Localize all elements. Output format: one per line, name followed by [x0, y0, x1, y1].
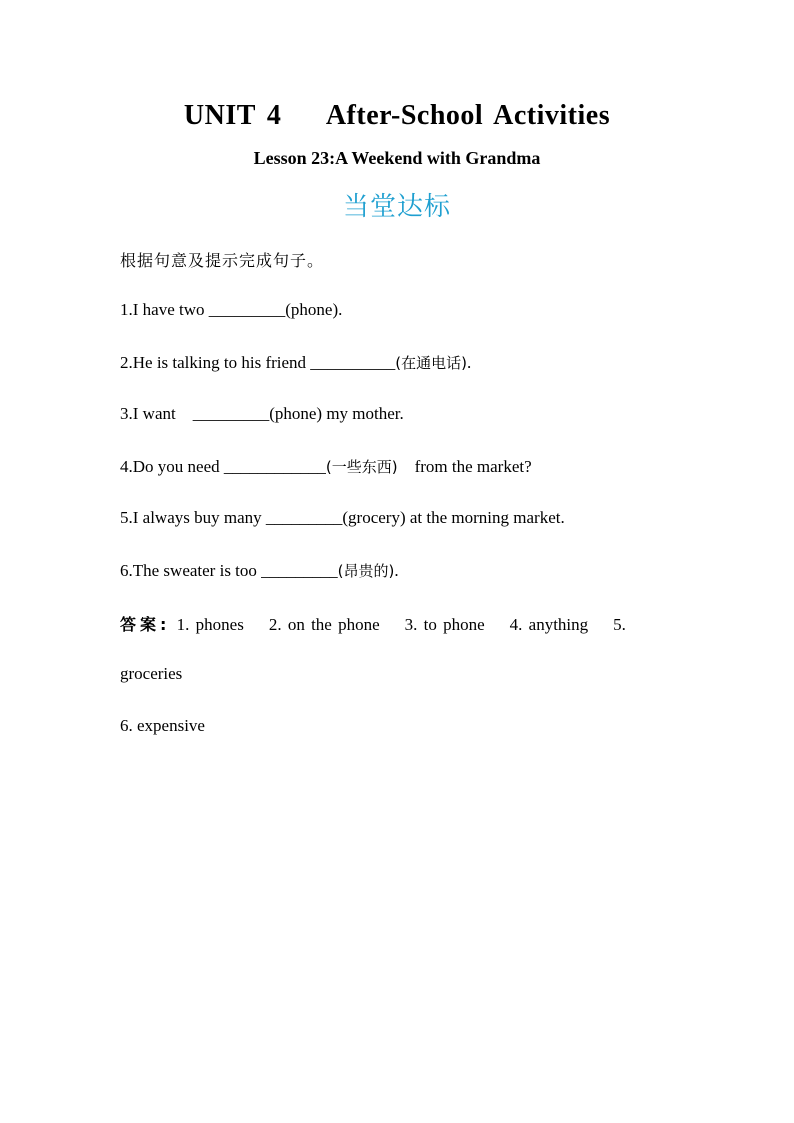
- question-text: 5.I always buy many _________: [120, 508, 343, 527]
- question-tail: from the market?: [397, 457, 532, 476]
- question-hint: (phone) my mother.: [269, 404, 404, 423]
- question-1: [120, 300, 342, 320]
- answers-label: 答案:: [120, 615, 171, 634]
- answers-line-2: groceries: [120, 664, 183, 683]
- question-text: 1.I have two _________: [120, 300, 286, 319]
- question-text: 2.He is talking to his friend __________: [120, 353, 396, 372]
- section-title: 当堂达标: [342, 192, 451, 222]
- question-6: [120, 560, 399, 581]
- question-tail: .: [467, 353, 472, 372]
- answers-line-3: 6. expensive: [120, 716, 205, 735]
- question-hint: (昂贵的): [337, 562, 395, 580]
- unit-title: UNIT 4 After-School Activities: [183, 100, 611, 131]
- question-tail: .: [394, 561, 399, 580]
- answers-text: 1. phones 2. on the phone 3. to phone 4. anything 5.: [170, 615, 626, 634]
- question-hint: (phone).: [285, 300, 343, 319]
- question-text: 4.Do you need ____________: [120, 457, 326, 476]
- lesson-title: Lesson 23:A Weekend with Grandma: [253, 148, 541, 168]
- question-hint: (一些东西): [325, 458, 398, 476]
- question-5: [120, 508, 565, 528]
- question-text: 3.I want _________: [120, 404, 270, 423]
- question-hint: (在通电话): [395, 354, 467, 372]
- question-4: [120, 456, 532, 477]
- question-2: [120, 352, 471, 373]
- question-3: [120, 404, 404, 424]
- question-text: 6.The sweater is too _________: [120, 561, 338, 580]
- instruction-text: 根据句意及提示完成句子。: [120, 251, 325, 270]
- question-hint: (grocery) at the morning market.: [342, 508, 565, 527]
- answers-line-1: [120, 612, 626, 635]
